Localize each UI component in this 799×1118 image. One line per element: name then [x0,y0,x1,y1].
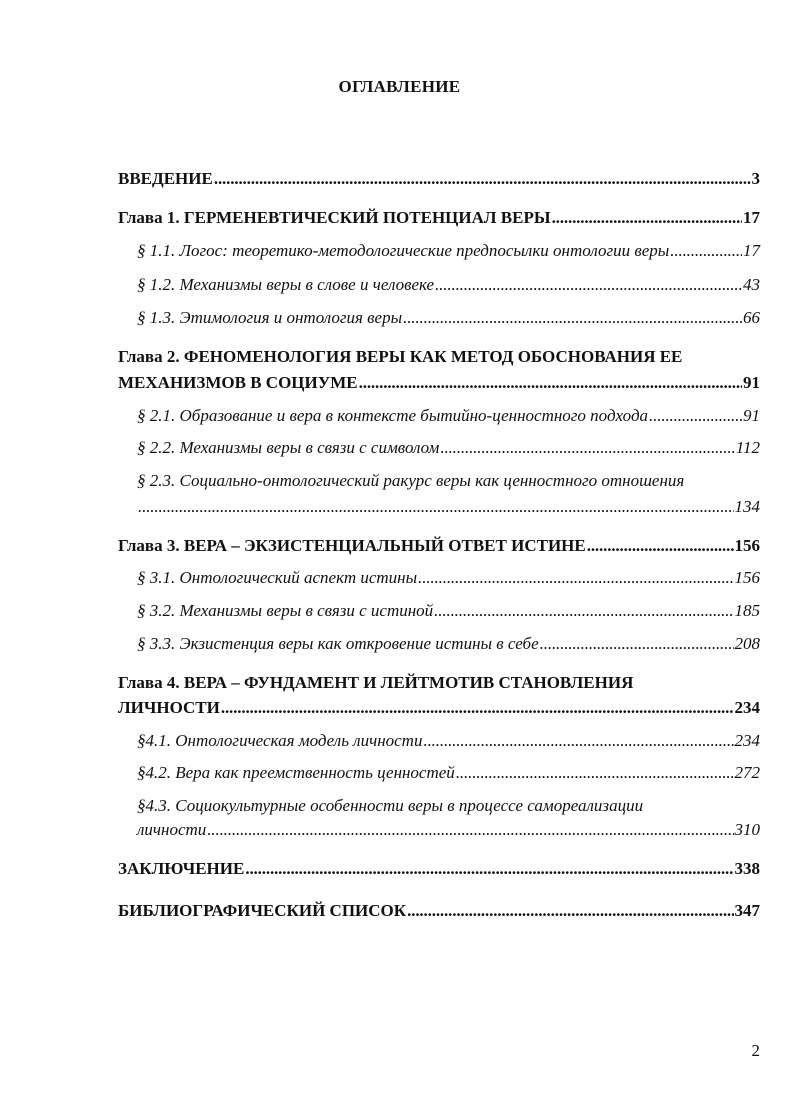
toc-entry-chapter-2 [118,372,760,394]
toc-entry-section-3-3 [137,633,760,655]
toc-entry-page: 156 [734,536,760,555]
dot-leader [359,372,742,394]
toc-entry-section-2-3 [137,496,760,518]
toc-entry-label: ЗАКЛЮЧЕНИЕ [118,859,245,878]
dot-leader [418,567,733,589]
toc-entry-section-2-3-label: § 2.3. Социально-онтологический ракурс веры как ценностного отношения [137,471,685,490]
toc-entry-section-1-2 [137,274,760,296]
dot-leader [587,535,734,557]
toc-entry-page: 66 [743,308,760,327]
dot-leader [434,600,733,622]
toc-entry-label: Глава 3. ВЕРА – ЭКЗИСТЕНЦИАЛЬНЫЙ ОТВЕТ ИСТИНЕ [118,536,586,555]
toc-entry-label: § 3.3. Экзистенция веры как откровение истины в себе [137,634,539,653]
dot-leader [440,437,734,459]
dot-leader [435,274,742,296]
dot-leader [207,819,733,841]
toc-entry-chapter-2-line1: Глава 2. ФЕНОМЕНОЛОГИЯ ВЕРЫ КАК МЕТОД ОБОСНОВАНИЯ ЕЕ [118,347,683,366]
dot-leader [456,762,734,784]
toc-entry-chapter-3 [118,535,760,557]
toc-entry-page: 43 [743,275,760,294]
toc-entry-label: § 1.3. Этимология и онтология веры [137,308,403,327]
toc-entry-page: 338 [734,859,760,878]
toc-entry-chapter-4 [118,697,760,719]
dot-leader [540,633,734,655]
page-number: 2 [751,1041,760,1060]
toc-entry-label: § 2.2. Механизмы веры в связи с символом [137,438,440,457]
toc-entry-conclusion [118,858,760,880]
dot-leader [649,405,742,427]
toc-entry-page: 17 [743,208,760,227]
toc-entry-page: 310 [734,820,760,839]
toc-entry-section-1-1 [137,240,760,262]
toc-entry-section-3-2 [137,600,760,622]
toc-entry-page: 91 [743,373,760,392]
toc-entry-page: 272 [734,763,760,782]
dot-leader [423,730,733,752]
toc-entry-page: 234 [734,698,760,717]
dot-leader [407,900,733,922]
toc-entry-label: §4.1. Онтологическая модель личности [137,731,423,750]
toc-entry-section-4-3 [137,819,760,841]
toc-entry-section-2-1 [137,405,760,427]
toc-entry-section-4-3-line1: §4.3. Социокультурные особенности веры в процессе самореализации [137,796,644,815]
toc-entry-page: 112 [735,438,760,457]
dot-leader [403,307,742,329]
toc-entry-page: 17 [743,241,760,260]
toc-entry-chapter-4-line1: Глава 4. ВЕРА – ФУНДАМЕНТ И ЛЕЙТМОТИВ СТАНОВЛЕНИЯ [118,673,634,692]
toc-entry-page: 185 [734,601,760,620]
toc-entry-label: ЛИЧНОСТИ [118,698,220,717]
toc-entry-intro [118,168,760,190]
toc-entry-page: 156 [734,568,760,587]
toc-entry-section-4-2 [137,762,760,784]
toc-entry-page: 91 [743,406,760,425]
toc-entry-section-2-2 [137,437,760,459]
toc-entry-label: § 1.2. Механизмы веры в слове и человеке [137,275,435,294]
toc-entry-label: ВВЕДЕНИЕ [118,169,213,188]
toc-entry-page: 347 [734,901,760,920]
toc-entry-page: 234 [734,731,760,750]
toc-entry-page: 208 [734,634,760,653]
toc-entry-label: БИБЛИОГРАФИЧЕСКИЙ СПИСОК [118,901,407,920]
dot-leader [138,496,734,518]
toc-entry-label: §4.2. Вера как преемственность ценностей [137,763,455,782]
dot-leader [670,240,742,262]
toc-entry-chapter-1 [118,207,760,229]
dot-leader [552,207,742,229]
toc-entry-label: § 2.1. Образование и вера в контексте бытийно-ценностного подхода [137,406,649,425]
toc-entry-label: § 3.1. Онтологический аспект истины [137,568,418,587]
toc-entry-section-3-1 [137,567,760,589]
dot-leader [221,697,734,719]
toc-entry-section-1-3 [137,307,760,329]
toc-title: ОГЛАВЛЕНИЕ [338,77,461,96]
toc-entry-label: МЕХАНИЗМОВ В СОЦИУМЕ [118,373,358,392]
toc-entry-label: § 3.2. Механизмы веры в связи с истиной [137,601,434,620]
toc-entry-label: § 1.1. Логос: теоретико-методологические предпосылки онтологии веры [137,241,670,260]
toc-entry-page: 134 [734,497,760,516]
toc-entry-page: 3 [751,169,760,188]
toc-entry-bibliography [118,900,760,922]
toc-entry-section-4-1 [137,730,760,752]
toc-entry-label: Глава 1. ГЕРМЕНЕВТИЧЕСКИЙ ПОТЕНЦИАЛ ВЕРЫ [118,208,551,227]
dot-leader [214,168,751,190]
dot-leader [245,858,733,880]
toc-entry-label: личности [137,820,207,839]
